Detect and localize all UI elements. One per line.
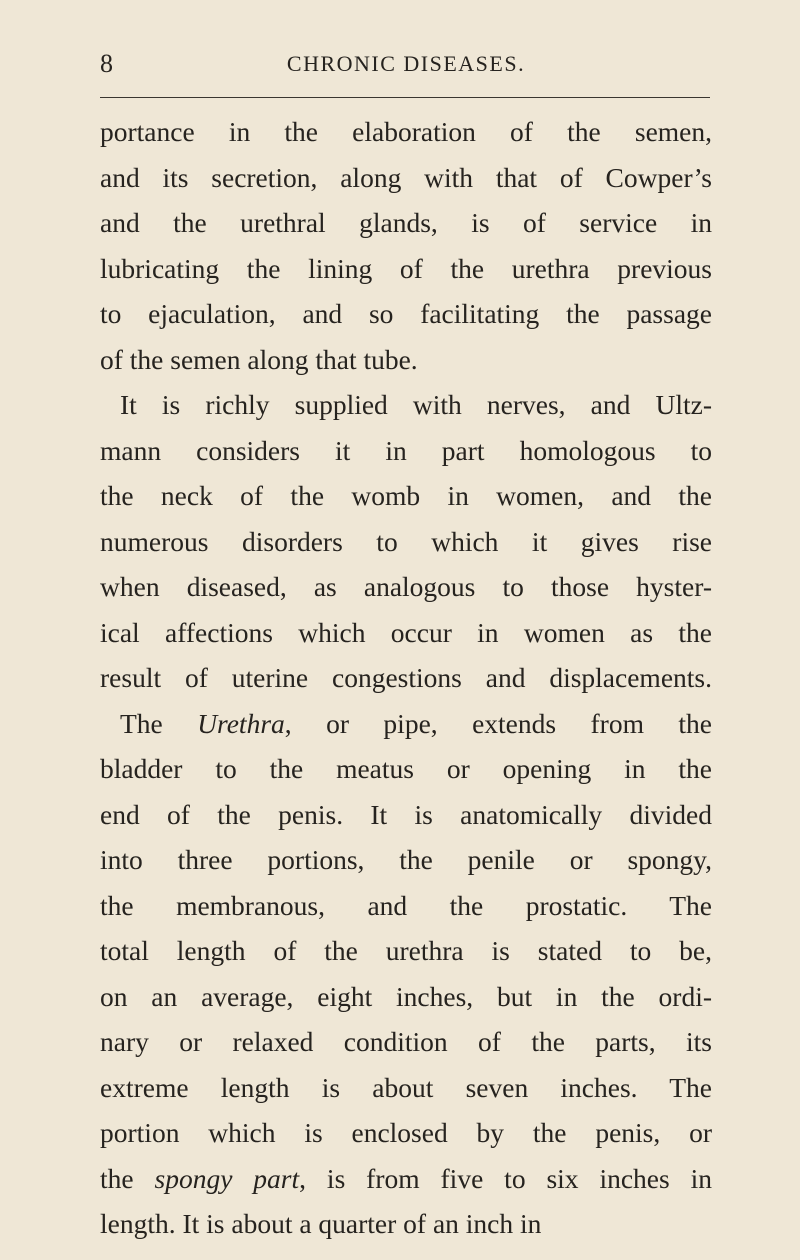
text-line: length. It is about a quarter of an inch in [100,1208,542,1239]
italic-term: spongy part [154,1162,300,1194]
text-line: into three portions, the penile or spongy, [100,844,712,875]
header-rule [100,97,710,98]
text-line: of the semen along that tube. [100,343,418,375]
text-line: total length of the urethra is stated to be, [100,935,712,966]
line-prefix: The [120,707,198,739]
text-line: end of the penis. It is anatomically divided [100,798,712,830]
text-line: when diseased, as analogous to those hyster- [100,571,712,602]
line-suffix: , is from five to six inches in [299,1162,712,1194]
text-line [100,1156,712,1202]
text-line: the membranous, and the prostatic. The [100,889,712,921]
text-line: numerous disorders to which it gives rise [100,525,712,557]
running-title: CHRONIC DISEASES. [286,51,526,76]
text-line: result of uterine congestions and displacements. [100,662,712,693]
text-line: the neck of the womb in women, and the [100,480,712,511]
text-line: and its secretion, along with that of Cowper’s [100,161,712,193]
text-line: and the urethral glands, is of service in [100,207,712,238]
text-line: It is richly supplied with nerves, and Ultz- [120,389,712,420]
line-suffix: , or pipe, extends from the [284,707,712,739]
text-line: on an average, eight inches, but in the ordi- [100,980,712,1012]
text-line: to ejaculation, and so facilitating the passage [100,298,712,329]
page-number: 8 [100,49,113,78]
body-text [100,109,712,1247]
text-line: ical affections which occur in women as the [100,616,712,648]
text-line: lubricating the lining of the urethra previous [100,252,712,284]
text-line: portion which is enclosed by the penis, or [100,1117,712,1148]
text-line: portance in the elaboration of the semen, [100,116,712,147]
running-head [100,44,712,84]
text-line: nary or relaxed condition of the parts, its [100,1026,712,1057]
text-line [100,701,712,747]
text-line: bladder to the meatus or opening in the [100,753,712,784]
line-prefix: the [100,1162,155,1194]
text-line: extreme length is about seven inches. The [100,1071,712,1103]
text-line: mann considers it in part homologous to [100,434,712,466]
italic-term: Urethra [197,707,285,739]
